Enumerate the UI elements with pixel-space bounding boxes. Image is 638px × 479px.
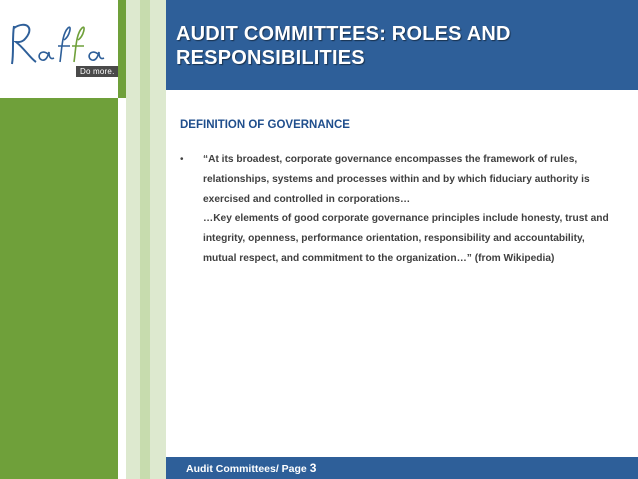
paragraph: “At its broadest, corporate governance encompasses the framework of rules, relationships, systems and processes within and by which fiduciary authority is exercised and controlled in corporations… [203, 154, 590, 205]
footer-label [186, 461, 316, 475]
page-title [176, 22, 616, 70]
title-line-2: RESPONSIBILITIES [176, 47, 365, 69]
decorative-stripe [150, 0, 166, 479]
left-green-panel [0, 98, 118, 479]
page-number: 3 [309, 461, 317, 475]
decorative-stripe [126, 0, 140, 479]
footer-label-text: Audit Committees/ Page [186, 463, 307, 475]
content-area [166, 90, 638, 457]
bullet-marker: • [180, 154, 184, 165]
decorative-stripe [140, 0, 150, 479]
green-accent-bar [118, 0, 126, 98]
logo-tagline: Do more. [76, 66, 119, 77]
paragraph: …Key elements of good corporate governance principles include honesty, trust and integrity, openness, performance orientation, responsibility and accountability, mutual respect, and commitment to the organization…” (from Wikipedia) [203, 213, 609, 264]
section-heading: DEFINITION OF GOVERNANCE [180, 119, 350, 131]
title-line-1: AUDIT COMMITTEES: ROLES AND [176, 23, 511, 45]
body-text [203, 150, 613, 269]
raffa-logo [8, 18, 118, 68]
